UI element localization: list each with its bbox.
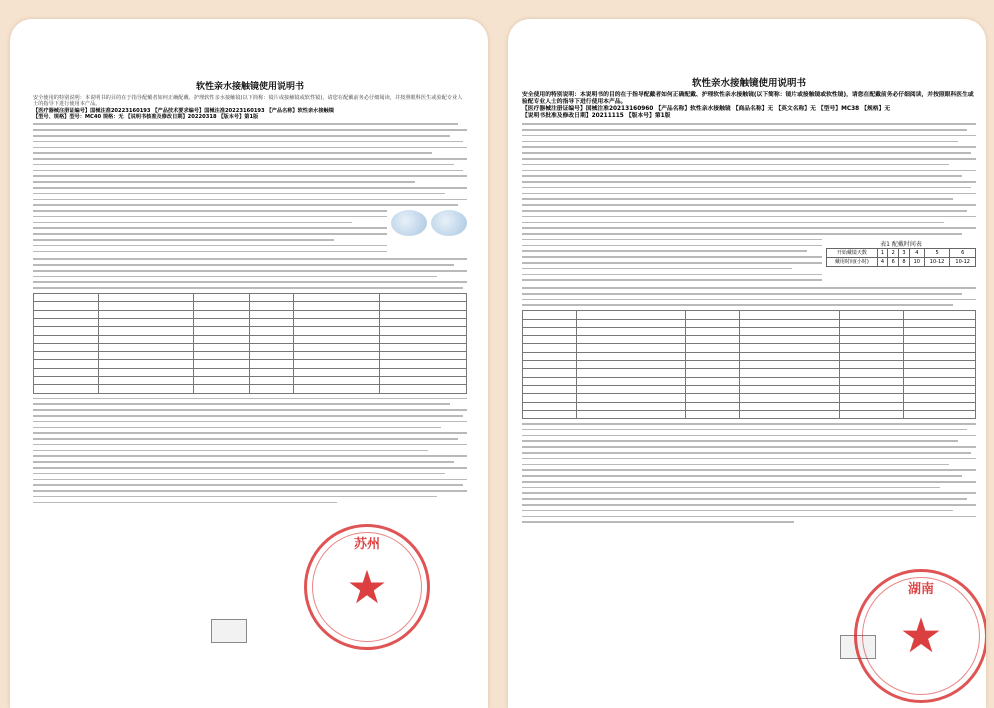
lens-figure-row bbox=[33, 210, 467, 256]
approval-line: 【说明书批准及修改日期】20211115 【版本号】第1版 bbox=[522, 113, 671, 120]
symbols-table bbox=[211, 619, 247, 643]
official-seal-stamp: ★ 苏州 bbox=[304, 524, 430, 650]
document-title: 软性亲水接触镜使用说明书 bbox=[195, 82, 304, 92]
official-seal-stamp: ★ 湖南 bbox=[854, 569, 986, 703]
wear-schedule-table: 开始戴镜天数 1 2 3 4 5 6 戴用时间(小时) 4 6 8 10 10-12 10-12 bbox=[826, 248, 976, 267]
instruction-sheet-left bbox=[10, 19, 488, 708]
body-text-block bbox=[33, 123, 467, 206]
spec-line: 【型号、规格】型号：MC40 规格：无 【说明书核准及修改日期】20220318 【版本号】第1版 bbox=[33, 114, 259, 121]
intro-paragraph: 安全使用的特别说明：本说明书的目的在于指导配戴者如何正确配戴、护理软性亲水接触镜(以下简称：镜片或接触镜或软性镜)，请您在配戴前务必仔细阅读，并按照眼科医生或验配专业人士的指导下进行使用本产品。 bbox=[33, 95, 463, 108]
schedule-caption: 表1 配戴时间表 bbox=[880, 240, 922, 248]
lens-diagram bbox=[391, 210, 427, 236]
wear-schedule-row bbox=[522, 239, 976, 285]
document-title: 软性亲水接触镜使用说明书 bbox=[691, 78, 806, 89]
registration-line: 【医疗器械注册证编号】国械注准20213160960 【产品名称】软性亲水接触镜 【商品名称】无 【英文名称】无 【型号】MC38 【规格】无 bbox=[522, 106, 891, 113]
body-text-block bbox=[522, 123, 976, 234]
lens-diagram bbox=[431, 210, 467, 236]
instruction-sheet-right bbox=[508, 19, 986, 708]
intro-paragraph: 安全使用的特别说明：本说明书的目的在于指导配戴者如何正确配戴、护理软性亲水接触镜(以下简称：镜片或接触镜或软性镜)，请您在配戴前务必仔细阅读，并按照眼科医生或验配专业人士的指导下进行使用本产品。 bbox=[522, 92, 974, 106]
parameter-table bbox=[33, 293, 467, 394]
parameter-table bbox=[522, 310, 976, 419]
registration-line: 【医疗器械注册证编号】国械注准20223160193 【产品技术要求编号】国械注准20223160193 【产品名称】软性亲水接触镜 bbox=[33, 107, 334, 114]
